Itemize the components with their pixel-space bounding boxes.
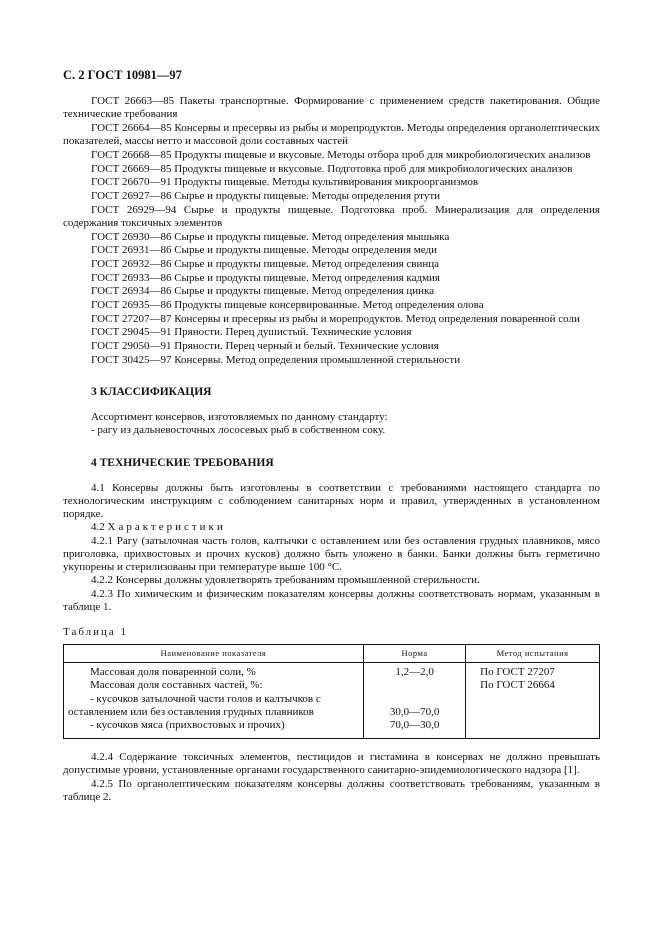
reference-item: ГОСТ 26930—86 Сырье и продукты пищевые. Метод определения мышьяка [91, 230, 450, 243]
indicator-line: Массовая доля составных частей, %: [90, 679, 263, 692]
reference-item: ГОСТ 27207—87 Консервы и пресервы из рыбы и морепродуктов. Метод определения поваренной соли [91, 312, 580, 325]
indicator-line: - кусочков мяса (прихвостовых и прочих) [90, 718, 285, 731]
method-line: По ГОСТ 27207 [480, 666, 555, 679]
norm-line [368, 679, 461, 692]
reference-item: ГОСТ 26935—86 Продукты пищевые консервированные. Метод определения олова [91, 299, 484, 312]
page-header: С. 2 ГОСТ 10981—97 [63, 68, 182, 82]
classification-intro: Ассортимент консервов, изготовляемых по данному стандарту: [91, 411, 388, 424]
reference-item: ГОСТ 29050—91 Пряности. Перец черный и белый. Технические условия [91, 340, 439, 353]
method-cell [466, 663, 600, 739]
table-header-row [64, 645, 600, 663]
subsection-number: 4.2 [91, 521, 105, 534]
paragraph-4-1: 4.1 Консервы должны быть изготовлены в соответствии с требованиями настоящего стандарта по технологическим инструкциям с соблюдением санитарных норм и правил, утвержденных в установленном порядке. [63, 481, 600, 521]
subsection-4-2 [63, 521, 600, 534]
reference-item: ГОСТ 26664—85 Консервы и пресервы из рыбы и морепродуктов. Методы определения органолептических показателей, массы нетто и массовой доли составных частей [63, 121, 600, 148]
indicator-line: - кусочков затылочной части голов и калтычков с [90, 692, 321, 705]
reference-item: ГОСТ 26934—86 Сырье и продукты пищевые. Метод определения цинка [91, 285, 435, 298]
indicator-line: Массовая доля поваренной соли, % [90, 666, 256, 679]
norm-line: 70,0—30,0 [389, 718, 440, 731]
paragraph-4-2-5: 4.2.5 По органолептическим показателям консервы должны соответствовать требованиям, указанным в таблице 2. [63, 777, 600, 803]
header-norm: Норма [363, 645, 465, 663]
reference-item: ГОСТ 26929—94 Сырье и продукты пищевые. Подготовка проб. Минерализация для определения содержания токсичных элементов [63, 203, 600, 229]
header-indicator: Наименование показателя [64, 645, 364, 663]
paragraph-4-2-3: 4.2.3 По химическим и физическим показателям консервы должны соответствовать нормам, указанным в таблице 1. [63, 587, 600, 613]
reference-item: ГОСТ 26933—86 Сырье и продукты пищевые. Метод определения кадмия [91, 271, 440, 284]
reference-item: ГОСТ 26932—86 Сырье и продукты пищевые. Метод определения свинца [91, 257, 440, 270]
norm-line: 30,0—70,0 [389, 705, 440, 718]
section-heading-classification: 3 КЛАССИФИКАЦИЯ [91, 386, 212, 399]
reference-item: ГОСТ 29045—91 Пряности. Перец душистый. Технические условия [91, 326, 412, 339]
method-line: По ГОСТ 26664 [480, 679, 555, 692]
norm-line [368, 693, 461, 706]
table-row [64, 663, 600, 739]
reference-item: ГОСТ 26663—85 Пакеты транспортные. Формирование с применением средств пакетирования. Общие технические требования [63, 95, 600, 121]
references-list [63, 95, 600, 367]
reference-item: ГОСТ 30425—97 Консервы. Метод определения промышленной стерильности [91, 353, 461, 366]
paragraph-4-2-4: 4.2.4 Содержание токсичных элементов, пестицидов и гистамина в консервах не должно превышать допустимые уровни, установленные органами государственного санитарно-эпидемиологического надзора [1]. [63, 751, 600, 777]
indicator-line: оставлением или без оставления грудных плавников [68, 705, 314, 718]
table-title: Таблица 1 [63, 625, 129, 638]
classification-item: - рагу из дальневосточных лососевых рыб в собственном соку. [91, 424, 386, 437]
paragraph-4-2-1: 4.2.1 Рагу (затылочная часть голов, калтычки с оставлением или без оставления грудных плавников, мясо приголовка, прихвостовых и прочих кусков) должно быть уложено в банки. Банки должны быть герметично укупорены и стерилизованы при температуре выше 100 °С. [63, 534, 600, 574]
norm-line: 1,2—2,0 [395, 666, 434, 679]
section-heading-requirements: 4 ТЕХНИЧЕСКИЕ ТРЕБОВАНИЯ [91, 456, 274, 469]
reference-item: ГОСТ 26927—86 Сырье и продукты пищевые. Методы определения ртути [91, 189, 441, 202]
header-method: Метод испытания [466, 645, 600, 663]
reference-item: ГОСТ 26669—85 Продукты пищевые и вкусовые. Подготовка проб для микробиологических анализов [91, 162, 573, 175]
paragraph-4-2-2: 4.2.2 Консервы должны удовлетворять требованиям промышленной стерильности. [91, 574, 480, 587]
indicator-cell [64, 663, 364, 739]
norm-cell [363, 663, 465, 739]
chemical-indicators-table [63, 644, 600, 739]
reference-item: ГОСТ 26670—91 Продукты пищевые. Методы культивирования микроорганизмов [91, 176, 479, 189]
reference-item: ГОСТ 26668—85 Продукты пищевые и вкусовые. Методы отбора проб для микробиологических анализов [91, 148, 591, 161]
reference-item: ГОСТ 26931—86 Сырье и продукты пищевые. Методы определения меди [91, 244, 437, 257]
document-body [63, 95, 600, 804]
subsection-title: Характеристики [107, 521, 226, 534]
